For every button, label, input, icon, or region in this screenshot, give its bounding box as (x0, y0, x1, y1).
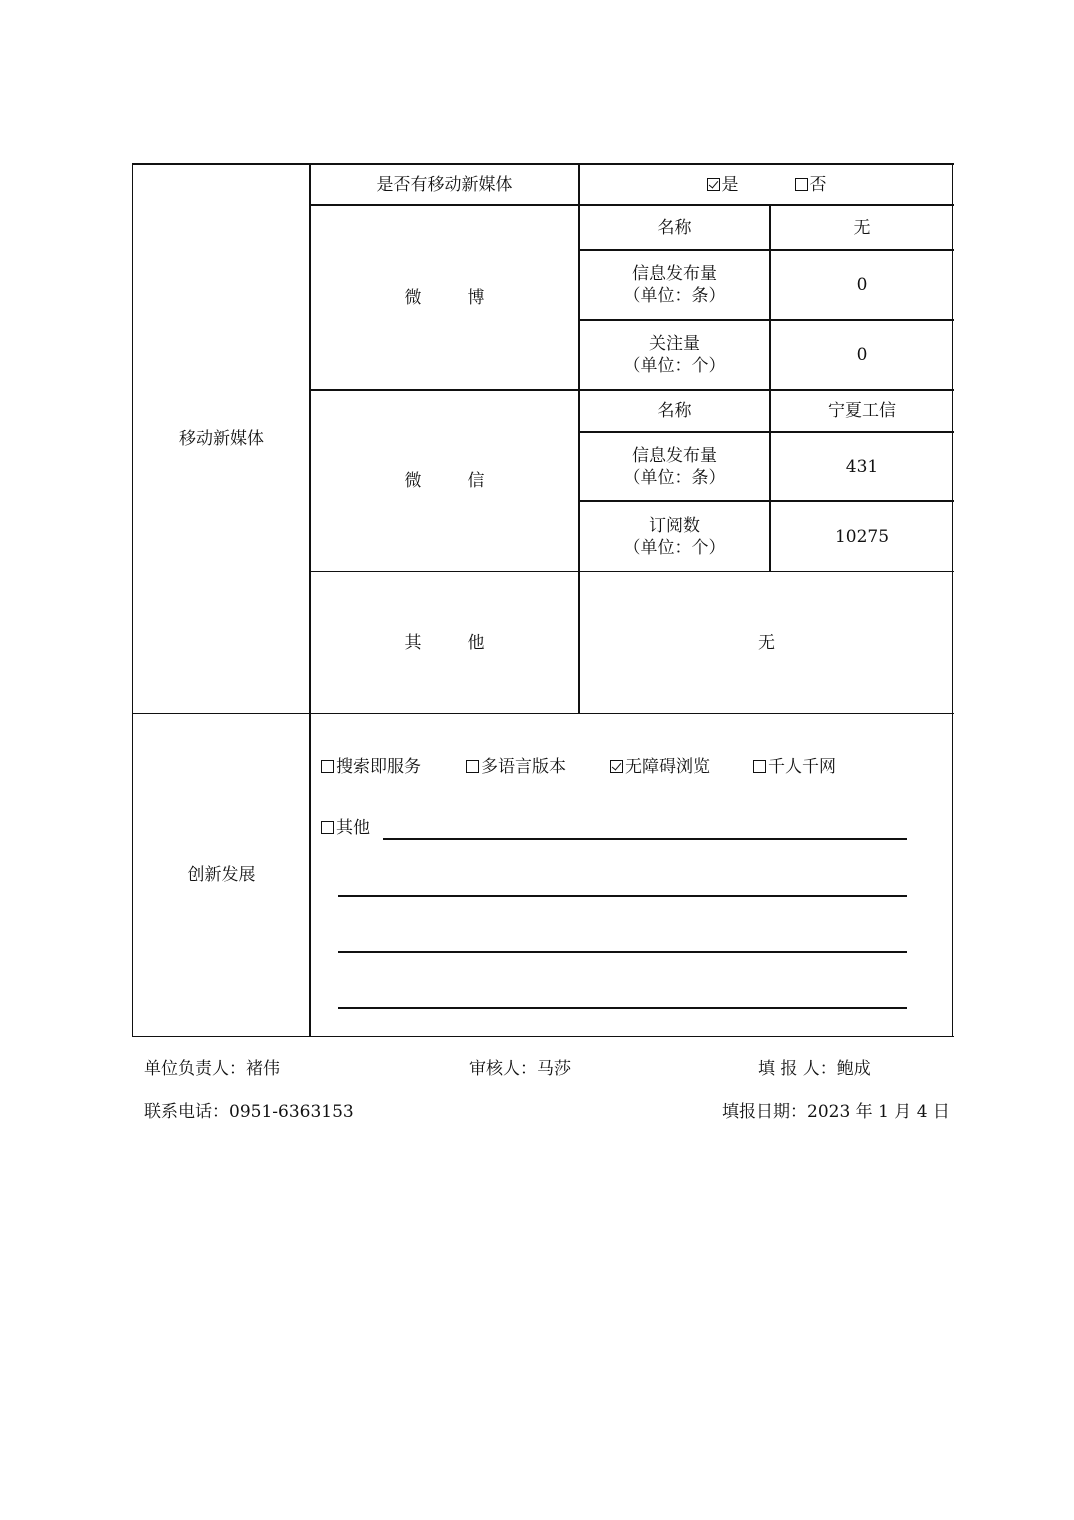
multi-language-checkbox[interactable] (466, 760, 479, 773)
weibo-follow-label: 关注量 （单位：个） (623, 334, 726, 376)
wechat-posts-value: 431 (845, 456, 879, 477)
weibo-name-label: 名称 (657, 217, 692, 238)
wechat-name-label: 名称 (657, 401, 692, 421)
has-media-answer (580, 165, 953, 204)
personalized-checkbox[interactable] (753, 760, 766, 773)
weibo-posts-label: 信息发布量 （单位：条） (623, 264, 726, 306)
section-label-innovation: 创新发展 (187, 865, 256, 885)
other-media-label: 其 他 (404, 632, 485, 653)
yes-checkbox[interactable] (707, 178, 720, 191)
no-option[interactable]: 否 (795, 174, 827, 196)
option-search-service[interactable]: 搜索即服务 (321, 752, 421, 777)
other-fill-line[interactable] (383, 838, 907, 840)
weibo-name-value: 无 (853, 217, 871, 238)
footer-responsible: 单位负责人：褚伟 (144, 1059, 280, 1079)
other-fill-line[interactable] (338, 951, 907, 953)
wechat-subs-label: 订阅数 （单位：个） (623, 515, 726, 558)
no-checkbox[interactable] (795, 178, 808, 191)
footer-date: 填报日期：2023 年 1 月 4 日 (722, 1102, 950, 1122)
search-service-checkbox[interactable] (321, 760, 334, 773)
has-media-question: 是否有移动新媒体 (376, 174, 513, 195)
other-checkbox[interactable] (321, 821, 334, 834)
option-multi-language[interactable]: 多语言版本 (466, 752, 566, 777)
option-other[interactable]: 其他 (321, 813, 370, 838)
other-media-value: 无 (758, 632, 775, 653)
wechat-posts-label: 信息发布量 （单位：条） (623, 445, 726, 488)
weibo-label: 微 博 (404, 287, 485, 308)
table-bottom-border (132, 1036, 954, 1037)
weibo-posts-value: 0 (856, 275, 868, 295)
footer-reviewer: 审核人：马莎 (469, 1059, 571, 1079)
footer-phone: 联系电话：0951-6363153 (144, 1102, 354, 1122)
wechat-subs-value: 10275 (834, 526, 890, 547)
option-personalized[interactable]: 千人千网 (753, 752, 836, 777)
footer-filler: 填 报 人：鲍成 (758, 1059, 871, 1079)
weibo-follow-value: 0 (856, 345, 868, 365)
wechat-name-value: 宁夏工信 (828, 401, 896, 421)
other-fill-line[interactable] (338, 895, 907, 897)
other-fill-line[interactable] (338, 1007, 907, 1009)
option-accessibility[interactable]: 无障碍浏览 (610, 752, 710, 777)
accessibility-checkbox[interactable] (610, 760, 623, 773)
section-label-mobile: 移动新媒体 (179, 429, 264, 449)
yes-option[interactable]: 是 (707, 174, 739, 196)
wechat-label: 微 信 (404, 471, 485, 491)
